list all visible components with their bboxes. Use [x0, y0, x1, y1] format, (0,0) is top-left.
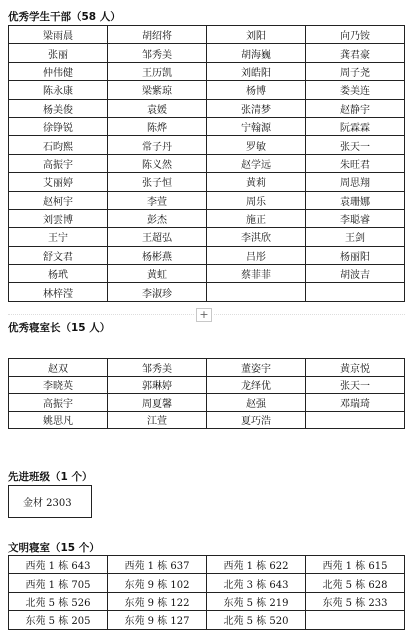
table-cell: 李聪睿 [306, 209, 405, 227]
advanced-class-table [8, 485, 92, 518]
table-cell: 袁媛 [108, 99, 207, 117]
table-cell: 刘雲博 [9, 209, 108, 227]
table-row [9, 117, 405, 135]
dorm-heads-heading: 优秀寝室长（15 人） [8, 322, 111, 334]
table-row [9, 486, 92, 518]
table-cell: 周乐 [207, 191, 306, 209]
table-cell: 陈永康 [9, 81, 108, 99]
cadres-heading: 优秀学生干部（58 人） [8, 11, 121, 23]
table-cell [306, 411, 405, 429]
table-cell: 张天一 [306, 136, 405, 154]
table-cell [207, 283, 306, 301]
table-cell: 艾丽婷 [9, 173, 108, 191]
table-cell: 高振宇 [9, 154, 108, 172]
table-cell: 陈义然 [108, 154, 207, 172]
table-cell: 龙绎优 [207, 376, 306, 394]
table-row [9, 136, 405, 154]
table-cell: 袁珊娜 [306, 191, 405, 209]
table-cell: 梁雨晨 [9, 26, 108, 44]
table-cell: 吕彤 [207, 246, 306, 264]
table-cell: 高振宇 [9, 394, 108, 412]
table-cell: 石昀熙 [9, 136, 108, 154]
table-cell: 舒文君 [9, 246, 108, 264]
table-cell: 王剑 [306, 228, 405, 246]
table-cell: 东苑 9 栋 102 [108, 574, 207, 592]
table-row [9, 556, 405, 574]
table-cell: 周思翔 [306, 173, 405, 191]
table-cell: 东苑 9 栋 127 [108, 611, 207, 629]
table-divider-left [8, 314, 194, 315]
table-cell: 北苑 5 栋 520 [207, 611, 306, 629]
table-row [9, 26, 405, 44]
table-cell: 梁紫琼 [108, 81, 207, 99]
civilized-dorms-table [8, 555, 405, 630]
table-cell: 北苑 3 栋 643 [207, 574, 306, 592]
table-row [9, 611, 405, 629]
table-cell: 徐铮锐 [9, 117, 108, 135]
table-cell: 胡绍将 [108, 26, 207, 44]
table-cell: 娄美连 [306, 81, 405, 99]
table-cell: 董姿宇 [207, 359, 306, 377]
table-cell: 王宁 [9, 228, 108, 246]
table-row [9, 228, 405, 246]
table-cell: 李晓英 [9, 376, 108, 394]
table-cell: 北苑 5 栋 526 [9, 592, 108, 610]
table-cell: 张清梦 [207, 99, 306, 117]
table-cell: 张子恒 [108, 173, 207, 191]
table-cell: 姚思凡 [9, 411, 108, 429]
table-cell: 宁翰源 [207, 117, 306, 135]
table-cell: 胡海巍 [207, 44, 306, 62]
table-cell: 李萱 [108, 191, 207, 209]
table-cell: 北苑 5 栋 628 [306, 574, 405, 592]
table-row [9, 246, 405, 264]
table-cell: 西苑 1 栋 622 [207, 556, 306, 574]
table-cell: 张天一 [306, 376, 405, 394]
table-cell: 王历凯 [108, 62, 207, 80]
table-cell: 东苑 5 栋 219 [207, 592, 306, 610]
cadres-table [8, 25, 405, 302]
table-row [9, 209, 405, 227]
table-row [9, 592, 405, 610]
table-cell: 杨丽阳 [306, 246, 405, 264]
table-cell: 金材 2303 [9, 486, 92, 518]
table-cell: 施正 [207, 209, 306, 227]
table-cell: 东苑 5 栋 205 [9, 611, 108, 629]
table-cell: 龚君豪 [306, 44, 405, 62]
table-row [9, 574, 405, 592]
table-cell: 胡波吉 [306, 265, 405, 283]
civilized-dorms-heading: 文明寝室（15 个） [8, 542, 100, 554]
table-cell: 赵静宇 [306, 99, 405, 117]
table-cell: 杨博 [207, 81, 306, 99]
table-cell: 黄虹 [108, 265, 207, 283]
table-cell: 仲伟健 [9, 62, 108, 80]
table-cell: 周夏馨 [108, 394, 207, 412]
table-cell: 李淑珍 [108, 283, 207, 301]
dorm-heads-table [8, 358, 405, 429]
table-row [9, 81, 405, 99]
table-cell: 王超弘 [108, 228, 207, 246]
table-cell: 江萱 [108, 411, 207, 429]
table-cell: 刘皓阳 [207, 62, 306, 80]
table-cell: 赵柯宇 [9, 191, 108, 209]
table-cell: 向乃铵 [306, 26, 405, 44]
table-cell: 杨彬燕 [108, 246, 207, 264]
table-cell: 西苑 1 栋 615 [306, 556, 405, 574]
table-divider-right [214, 314, 405, 315]
table-cell: 李淇欣 [207, 228, 306, 246]
table-row [9, 191, 405, 209]
table-cell: 罗敏 [207, 136, 306, 154]
table-cell: 邓瑞琦 [306, 394, 405, 412]
table-cell: 邹秀美 [108, 359, 207, 377]
table-row [9, 173, 405, 191]
table-row [9, 99, 405, 117]
table-row [9, 154, 405, 172]
advanced-class-heading: 先进班级（1 个） [8, 471, 93, 483]
add-table-row-icon[interactable]: + [196, 308, 212, 322]
table-cell: 黄京悦 [306, 359, 405, 377]
table-row [9, 283, 405, 301]
table-cell [306, 283, 405, 301]
table-cell: 东苑 5 栋 233 [306, 592, 405, 610]
table-cell: 西苑 1 栋 643 [9, 556, 108, 574]
table-cell: 杨玳 [9, 265, 108, 283]
table-row [9, 44, 405, 62]
table-cell: 周子尧 [306, 62, 405, 80]
table-cell: 赵强 [207, 394, 306, 412]
table-cell: 朱旺君 [306, 154, 405, 172]
table-cell: 彭杰 [108, 209, 207, 227]
table-row [9, 62, 405, 80]
table-cell: 黄莉 [207, 173, 306, 191]
table-cell: 夏巧浩 [207, 411, 306, 429]
table-cell: 西苑 1 栋 705 [9, 574, 108, 592]
table-cell: 邹秀美 [108, 44, 207, 62]
table-cell: 杨美俊 [9, 99, 108, 117]
table-cell: 西苑 1 栋 637 [108, 556, 207, 574]
table-row [9, 376, 405, 394]
table-row [9, 411, 405, 429]
table-cell: 赵学远 [207, 154, 306, 172]
table-cell: 东苑 9 栋 122 [108, 592, 207, 610]
table-cell: 阮霖霖 [306, 117, 405, 135]
table-row [9, 359, 405, 377]
table-cell: 林梓滢 [9, 283, 108, 301]
table-cell: 张丽 [9, 44, 108, 62]
table-cell: 蔡菲菲 [207, 265, 306, 283]
table-cell: 赵双 [9, 359, 108, 377]
table-row [9, 265, 405, 283]
table-cell: 常子丹 [108, 136, 207, 154]
table-cell: 郭琳婷 [108, 376, 207, 394]
table-cell: 陈烨 [108, 117, 207, 135]
table-cell [306, 611, 405, 629]
table-row [9, 394, 405, 412]
table-cell: 刘阳 [207, 26, 306, 44]
